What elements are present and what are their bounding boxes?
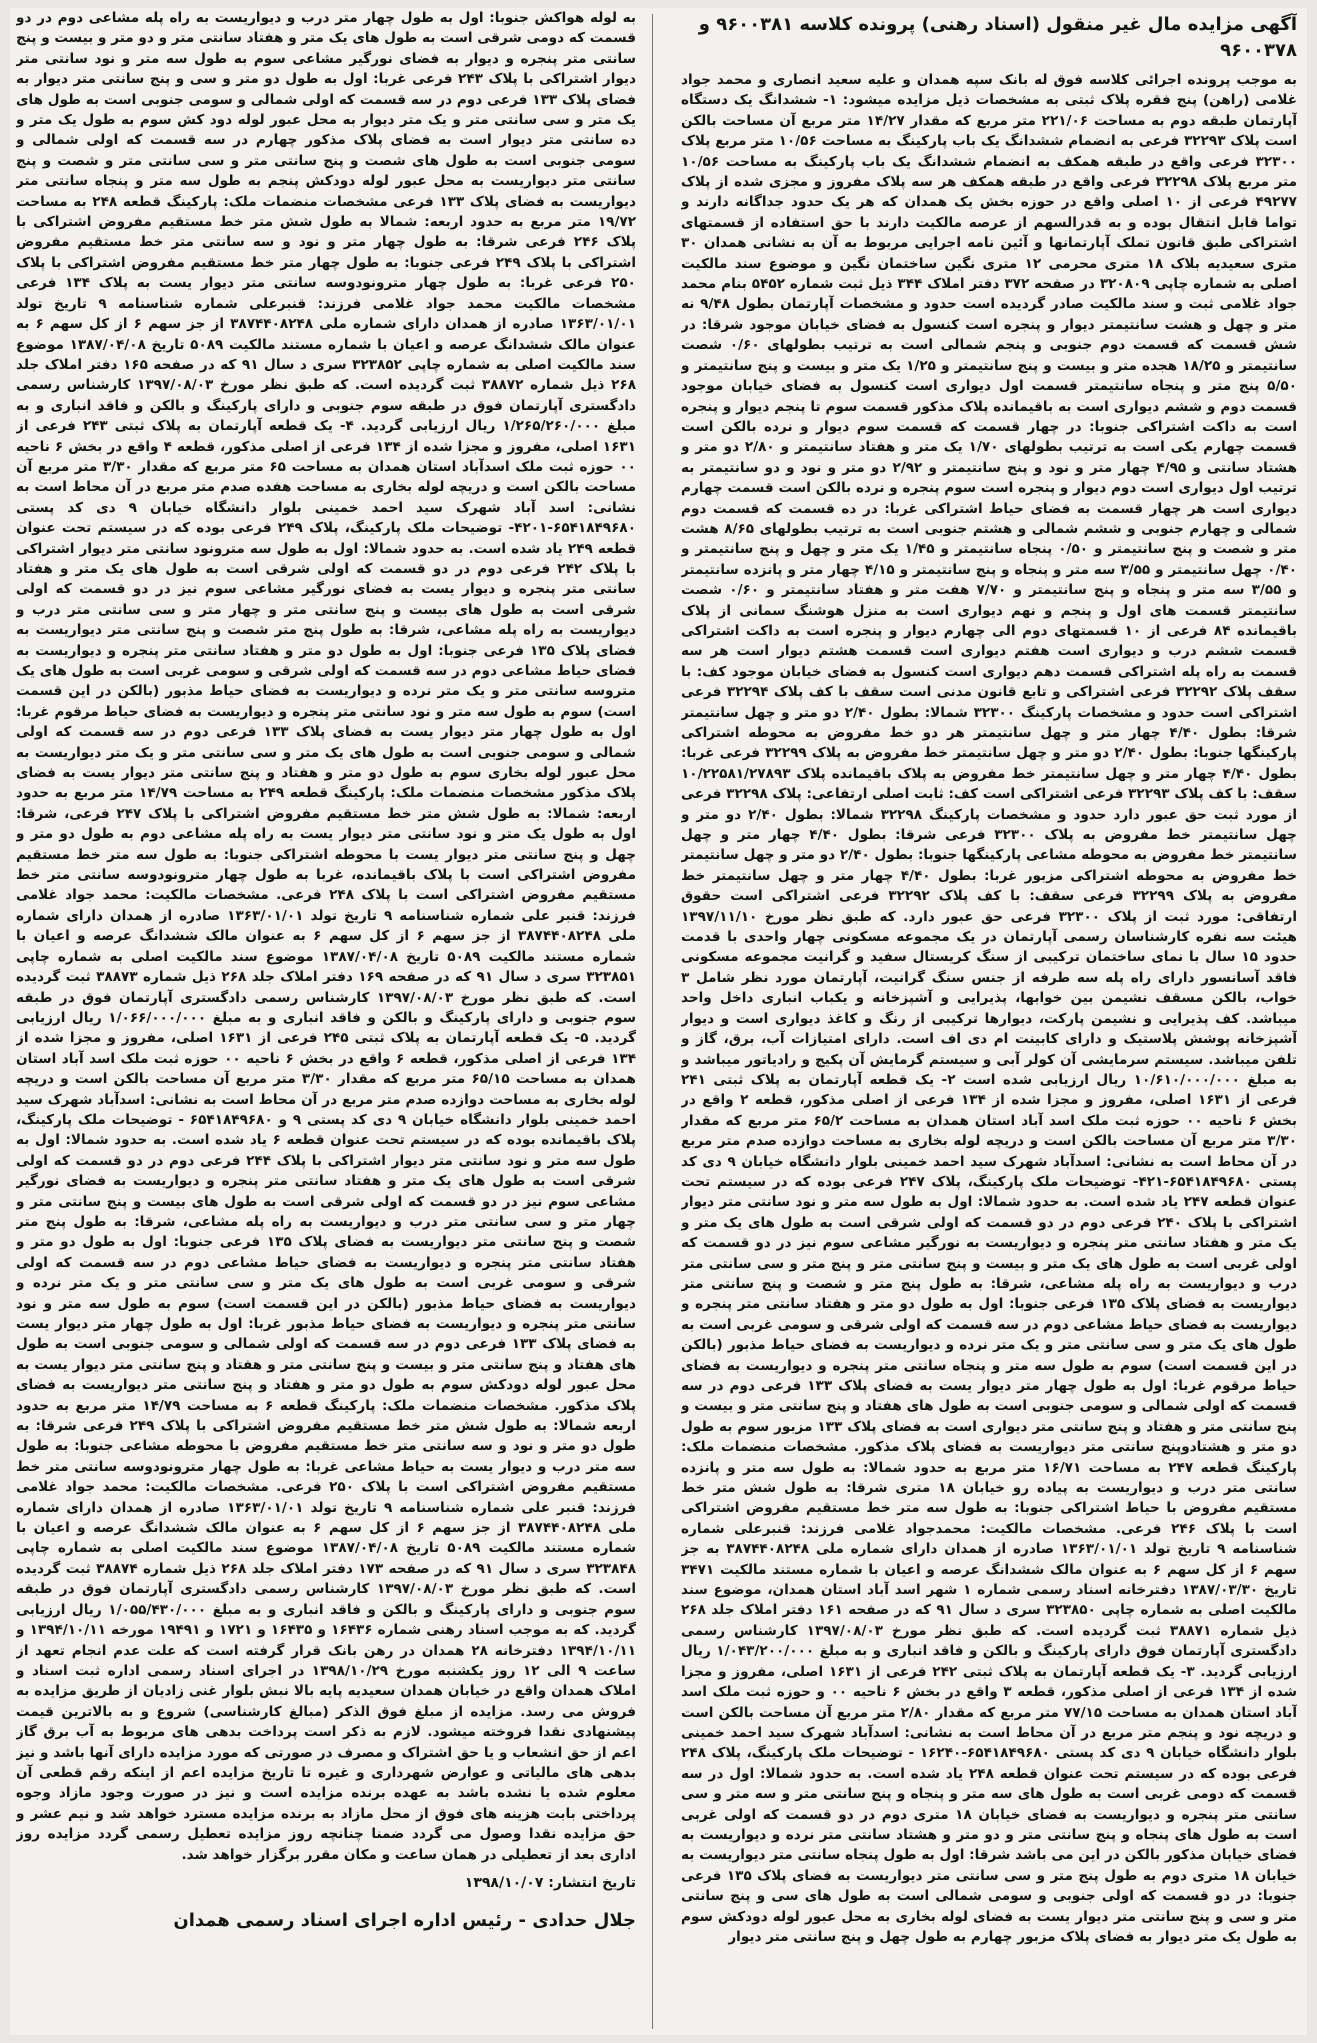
left-column <box>16 8 636 2028</box>
notice-paragraph: به لوله هواکش جنوبا: اول به طول چهار متر درب و دیواریست به راه پله مشاعی دوم در دو قسمت که دومی شرقی است به طول های یک متر و هفتاد سانتی متر و دو متر و بیست و پنج سانتی متر پنجره و دیوار به فضای نورگیر مشاعی سوم به طول سه متر و نود سانتی متر دیوار اشتراکی با پلاک ۲۴۳ فرعی غربا: اول به طول دو متر و سی و پنج سانتی متر دیوار به فضای پلاک ۱۳۳ فرعی دوم در سه قسمت که اولی شمالی و سومی جنوبی است به طول های یک متر و سی سانتی متر و یک متر دیوار به محل عبور لوله دود کش سوم به طول یک متر و ده سانتی متر دیوار است به فضای پلاک مذکور چهارم در سه قسمت که اولی شمالی و سومی جنوبی است به طول های شصت و پنج سانتی متر و سی سانتی متر و شصت و پنج سانتی متر دیواریست به محل عبور لوله دودکش پنجم به طول سه متر و پنجاه سانتی متر دیواریست به فضای پلاک ۱۳۳ فرعی مشخصات منضمات ملک: پارکینگ قطعه ۲۴۸ به مساحت ۱۹/۷۲ متر مربع به حدود اربعه: شمالا به طول شش متر خط مستقیم مفروض اشتراکی با پلاک ۲۴۶ فرعی شرقا: به طول چهار متر و نود و سه سانتی متر خط مستقیم مفروض اشتراکی با پلاک ۲۴۹ فرعی جنوبا: به طول چهار متر خط مستقیم مفروض اشتراکی با پلاک ۲۵۰ فرعی غربا: به طول چهار مترونودوسه سانتی متر دیوار یست به پلاک ۱۳۴ فرعی مشخصات مالکیت محمد جواد غلامی فرزند: قنبرعلی شماره شناسنامه ۹ تاریخ تولد ۱۳۶۳/۰۱/۰۱ صادره از همدان دارای شماره ملی ۳۸۷۴۴۰۸۲۴۸ از جز سهم ۶ از کل سهم ۶ به عنوان مالک ششدانگ عرصه و اعیان با شماره مستند مالکیت ۵۰۸۹ تاریخ ۱۳۸۷/۰۴/۰۸ موضوع سند مالکیت اصلی به شماره چاپی ۳۲۳۸۵۲ سری د سال ۹۱ که در صفحه ۱۶۵ دفتر املاک جلد ۲۶۸ ذیل شماره ۳۸۸۷۲ ثبت گردیده است. که طبق نظر مورخ ۱۳۹۷/۰۸/۰۳ کارشناس رسمی دادگستری آپارتمان فوق در طبقه سوم جنوبی و دارای پارکینگ و بالکن و فاقد انباری و به مبلغ ۱/۲۶۵/۲۶۰/۰۰۰ ریال ارزیابی گردید. ۴- یک قطعه آپارتمان به پلاک ثبتی ۲۴۳ فرعی از ۱۶۳۱ اصلی، مفروز و مجزا شده از ۱۳۴ فرعی از اصلی مذکور، قطعه ۴ واقع در بخش ۶ ناحیه ۰۰ حوزه ثبت ملک اسدآباد استان همدان به مساحت ۶۵ متر مربع که مقدار ۳/۳۰ متر مربع آن مساحت بالکن است و دریچه لوله بخاری به مساحت هفده صدم متر مربع در آن محاط است به نشانی: اسد آباد شهرک سید احمد خمینی بلوار دانشگاه خیابان ۹ دی کد پستی ۶۵۴۱۸۴۹۶۸۰-۴۲۰۱- توضیحات ملک پارکینگ، پلاک ۲۴۹ فرعی بوده که در سیستم تحت عنوان قطعه ۲۴۹ یاد شده است. به حدود شمالا: اول به طول سه مترونود سانتی متر دیوار اشتراکی با پلاک ۲۴۲ فرعی دوم در دو قسمت که اولی شرقی است به طول های یک متر و هفتاد سانتی متر پنجره و دیوار یست به فضای نورگیر مشاعی سوم نیز در دو قسمت که اولی شرقی است به طول های بیست و پنج سانتی متر و چهار متر و سی سانتی متر درب و دیواریست به راه پله مشاعی، شرقا: به طول پنج متر شصت و پنج سانتی متر دیواریست به فضای پلاک ۱۳۵ فرعی جنوبا: اول به طول دو متر و هفتاد سانتی متر پنجره و دیواریست به فضای حیاط مشاعی دوم در سه قسمت که اولی شرقی و سومی غربی است به طول های یک متروسه سانتی متر و یک متر نرده و دیواریست به فضای حیاط مذبور (بالکن در این قسمت است) سوم به طول سه متر و نود سانتی متر پنجره و دیواریست به فضای حیاط مرقوم غربا: اول به طول چهار متر دیوار یست به فضای پلاک ۱۳۳ فرعی دوم در سه قسمت که اولی شمالی و سومی جنوبی است به طول های یک متر و سی سانتی متر و یک متر دیواریست به محل عبور لوله بخاری سوم به طول دو متر و هفتاد و پنج سانتی متر دیوار یست به فضای پلاک مذکور مشخصات منضمات ملک: پارکینگ قطعه ۲۴۹ به مساحت ۱۴/۷۹ متر مربع به حدود اربعه: شمالا: به طول شش متر خط مستقیم مفروض اشتراکی با پلاک ۲۴۷ فرعی، شرقا: اول به طول یک متر و نود سانتی متر دیوار یست به راه پله مشاعی دوم به طول دو متر و چهل و پنج سانتی متر دیوار یست با محوطه اشتراکی جنوبا: به طول سه متر خط مستقیم مفروض اشتراکی است با پلاک باقیمانده، غربا به طول چهار مترونودوسه سانتی متر خط مستقیم مفروض اشتراکی است با پلاک ۲۴۸ فرعی. مشخصات مالکیت: محمد جواد غلامی فرزند: قنبر علی شماره شناسنامه ۹ تاریخ تولد ۱۳۶۳/۰۱/۰۱ صادره از همدان دارای شماره ملی ۳۸۷۴۴۰۸۲۴۸ از جز سهم ۶ از کل سهم ۶ به عنوان مالک ششدانگ عرصه و اعیان با شماره مستند مالکیت ۵۰۸۹ تاریخ ۱۳۸۷/۰۴/۰۸ موضوع سند مالکیت اصلی به شماره چاپی ۳۲۳۸۵۱ سری د سال ۹۱ که در صفحه ۱۶۹ دفتر املاک جلد ۲۶۸ ذیل شماره ۳۸۸۷۳ ثبت گردیده است. که طبق نظر مورخ ۱۳۹۷/۰۸/۰۳ کارشناس رسمی دادگستری آپارتمان فوق در طبقه سوم جنوبی و دارای پارکینگ و بالکن و فاقد انباری و به مبلغ ۱/۰۶۶/۰۰۰/۰۰۰ ریال ارزیابی گردید. ۵- یک قطعه آپارتمان به پلاک ثبتی ۲۴۵ فرعی از ۱۶۳۱ اصلی، مفروز و مجزا شده از ۱۳۴ فرعی از اصلی مذکور، قطعه ۶ واقع در بخش ۶ ناحیه ۰۰ حوزه ثبت ملک اسد آباد استان همدان به مساحت ۶۵/۱۵ متر مربع که مقدار ۳/۳۰ متر مربع آن مساحت بالکن است و دریچه لوله بخاری به مساحت دوازده صدم متر مربع در آن محاط است به نشانی: اسدآباد شهرک سید احمد خمینی بلوار دانشگاه خیابان ۹ دی کد پستی ۹ و ۶۵۴۱۸۴۹۶۸۰ - توضیحات ملک پارکینگ، پلاک باقیمانده بوده که در سیستم تحت عنوان قطعه ۶ یاد شده است. به حدود شمالا: اول به طول سه متر و نود سانتی متر دیوار اشتراکی با پلاک ۲۴۴ فرعی دوم در دو قسمت که اولی شرقی است به طول های یک متر و هفتاد سانتی متر پنجره و دیواریست به فضای نورگیر مشاعی سوم نیز در دو قسمت که اولی شرقی است به طول های بیست و پنج سانتی متر و چهار متر و سی سانتی متر درب و دیواریست به راه پله مشاعی، شرقا: به طول پنج متر شصت و پنج سانتی متر دیواریست به فضای پلاک ۱۳۵ فرعی جنوبا: اول به طول دو متر و هفتاد سانتی متر پنجره و دیواریست به فضای حیاط مشاعی دوم در سه قسمت که اولی شرقی و سومی غربی است به طول های یک متر و سی سانتی متر و یک متر نرده و دیواریست به فضای حیاط مذبور (بالکن در این قسمت است) سوم به طول سه متر و نود سانتی متر پنجره و دیواریست به فضای حیاط مذبور غربا: اول به طول چهار متر دیوار یست به فضای پلاک ۱۳۳ فرعی دوم در سه قسمت که اولی شمالی و سومی جنوبی است به طول های هفتاد و پنج سانتی متر و بیست و پنج سانتی متر و هفتاد و پنج سانتی متر دیوار یست به محل عبور لوله دودکش سوم به طول دو متر و هفتاد و پنج سانتی متر دیواریست به فضای پلاک مذکور. مشخصات منضمات ملک: پارکینگ قطعه ۶ به مساحت ۱۴/۷۹ متر مربع به حدود اربعه شمالا: به طول شش متر خط مستقیم مفروض اشتراکی با پلاک ۲۴۹ فرعی شرقا: به طول دو متر و نود و سه سانتی متر خط مستقیم مفروض با محوطه مشاعی جنوبا: به طول سه متر درب و دیوار یست به حیاط مشاعی غربا: به طول چهار مترونودوسه سانتی متر خط مستقیم مفروض اشتراکی است با پلاک ۲۵۰ فرعی. مشخصات مالکیت: محمد جواد غلامی فرزند: قنبر علی شماره شناسنامه ۹ تاریخ تولد ۱۳۶۳/۰۱/۰۱ صادره از همدان دارای شماره ملی ۳۸۷۴۴۰۸۲۴۸ از جز سهم ۶ از کل سهم ۶ به عنوان مالک ششدانگ عرصه و اعیان با شماره مستند مالکیت ۵۰۸۹ تاریخ ۱۳۸۷/۰۴/۰۸ موضوع سند مالکیت اصلی به شماره چاپی ۳۲۳۸۴۸ سری د سال ۹۱ که در صفحه ۱۷۳ دفتر املاک جلد ۲۶۸ ذیل شماره ۳۸۸۷۴ ثبت گردیده است. که طبق نظر مورخ ۱۳۹۷/۰۸/۰۳ کارشناس رسمی دادگستری آپارتمان فوق در طبقه سوم جنوبی و دارای پارکینگ و بالکن و فاقد انباری و به مبلغ ۱/۰۵۵/۴۳۰/۰۰۰ ریال ارزیابی گردید. که به موجب اسناد رهنی شماره ۱۶۴۳۶ و ۱۶۴۳۵ و ۱۷۲۱ و ۱۹۴۹۱ مورخه ۱۳۹۴/۱۰/۱۱ و ۱۳۹۴/۱۰/۱۱ دفترخانه ۲۸ همدان در رهن بانک قرار گرفته است که علت عدم انجام تعهد از ساعت ۹ الی ۱۲ روز یکشنبه مورخ ۱۳۹۸/۱۰/۲۹ در اجرای اسناد رسمی اداره ثبت اسناد و املاک همدان واقع در خیابان همدان سعیدیه پایه بالا نبش بلوار غنی زادیان از طریق مزایده به فروش می رسد. مزایده از مبلغ فوق الذکر (مبالغ کارشناسی) شروع و به بالاترین قیمت پیشنهادی نقدا فروخته میشود. لازم به ذکر است پرداخت بدهی های مربوط به آب برق گاز اعم از حق انشعاب و یا حق اشتراک و مصرف در صورتی که مورد مزایده دارای آنها باشد و نیز بدهی های مالیاتی و عوارض شهرداری و غیره تا تاریخ مزایده اعم از اینکه رقم قطعی آن معلوم شده یا نشده باشد به عهده برنده مزایده است و نیز در صورت وجود مازاد وجوه پرداختی بابت هزینه های فوق از محل مازاد به برنده مزایده مسترد خواهد شد و نیم عشر و حق مزایده نقدا وصول می گردد ضمنا چنانچه روز مزایده تعطیل رسمی گردد مزایده روز اداری بعد از تعطیلی در همان ساعت و مکان مقرر برگزار خواهد شد. <box>16 10 636 1863</box>
right-column <box>681 8 1297 2028</box>
signature-line: جلال حدادی - رئیس اداره اجرای اسناد رسمی همدان <box>173 1910 636 1932</box>
auction-notice-title: آگهی مزایده مال غیر منقول (اسناد رهنی) پرونده کلاسه ۹۶۰۰۳۸۱ و ۹۶۰۰۳۷۸ <box>698 14 1297 61</box>
notice-paragraph: به موجب پرونده اجرائی کلاسه فوق له بانک سپه همدان و علیه سعید انصاری و محمد جواد غلامی (راهن) پنج فقره پلاک ثبتی به مشخصات ذیل مزایده میشود: ۱- ششدانگ یک دستگاه آپارتمان طبقه دوم به مساحت ۲۲۱/۰۶ متر مربع که مقدار ۱۴/۲۷ متر مربع آن مساحت بالکن است پلاک ۳۲۲۹۳ فرعی به انضمام ششدانگ یک باب پارکینگ به مساحت ۱۰/۵۶ متر مربع پلاک ۳۲۳۰۰ فرعی واقع در طبقه همکف به انضمام ششدانگ یک باب پارکینگ به مساحت ۱۰/۵۶ متر مربع پلاک ۳۲۲۹۸ فرعی واقع در طبقه همکف هر سه پلاک مفروز و مجزی شده از پلاک ۴۹۲۷۷ فرعی از ۱۰ اصلی واقع در حوزه بخش یک همدان که هر یک حدود جداگانه دارند و تواما قابل انتقال بوده و به قدرالسهم از عرصه مالکیت دارند با حق استفاده از قسمتهای اشتراکی طبق قانون تملک آپارتمانها و آئین نامه اجرایی مربوط به آن به نشانی همدان ۳۰ متری سعیدیه بلاک ۱۸ متری محرمی ۱۲ متری نگین ساختمان نگین و موضوع سند مالکیت اصلی به شماره چاپی ۳۲۰۸۰۹ در صفحه ۳۷۲ دفتر املاک ۳۴۴ ذیل ثبت شماره ۵۴۵۲ بنام محمد جواد غلامی ثبت و سند مالکیت صادر گردیده است حدود و مشخصات آپارتمان بطول ۹/۴۸ نه متر و چهل و هشت سانتیمتر دیوار و پنجره است کنسول به فضای خیابان موجود شرقا: در شش قسمت که قسمت دوم جنوبی و پنجم شمالی است به ترتیب بطولهای ۰/۶۰ شصت سانتیمتر و ۱۸/۲۵ هجده متر و بیست و پنج سانتیمتر و ۱/۲۵ یک متر و بیست و پنج سانتیمتر و ۵/۵۰ پنج متر و پنجاه سانتیمتر قسمت اول دیواری است کنسول به فضای خیابان موجود قسمت دوم و ششم دیواری است به باقیمانده پلاک مذکور قسمت سوم تا پنجم دیوار و پنجره است به داکت اشتراکی جنوبا: در چهار قسمت که قسمت سوم دیوار و نرده بالکن است قسمت چهارم یکی است به ترتیب بطولهای ۱/۷۰ یک متر و هفتاد سانتیمتر و ۲/۸۰ دو متر و هشتاد سانتی و ۴/۹۵ چهار متر و نود و پنج سانتیمتر و ۲/۹۲ دو متر و نود و دو سانتیمتر به ترتیب اول دیواری است دوم دیوار و پنجره است سوم پنجره و نرده بالکن است قسمت چهارم دیواری است هر چهار قسمت به فضای حیاط اشتراکی غربا: در ده قسمت که قسمت دوم شمالی و چهارم جنوبی و ششم شمالی و هشتم جنوبی است به ترتیب بطولهای ۸/۶۵ هشت متر و شصت و پنج سانتیمتر و ۰/۵۰ پنجاه سانتیمتر و ۱/۴۵ یک متر و چهل و پنج سانتیمتر و ۰/۴۰ چهل سانتیمتر و ۳/۵۵ سه متر و پنجاه و پنج سانتیمتر و ۴/۱۵ چهار متر و پانزده سانتیمتر و ۳/۵۵ سه متر و پنجاه و پنج سانتیمتر و ۷/۷۰ هفت متر و هفتاد سانتیمتر و ۰/۶۰ شصت سانتیمتر قسمت های اول و پنجم و نهم دیواری است به منزل هوشنگ سمانی از پلاک باقیمانده ۸۴ فرعی از ۱۰ قسمتهای دوم الی چهارم دیوار و پنجره است به داکت اشتراکی قسمت ششم درب و دیواری است هفتم دیواری است قسمت هشتم دیوار است هر سه قسمت به راه پله اشتراکی قسمت دهم دیواری است کنسول به فضای خیابان موجود کف: با سقف پلاک ۳۲۲۹۲ فرعی اشتراکی و تابع قانون مدنی است سقف با کف پلاک ۳۲۲۹۴ فرعی اشتراکی است حدود و مشخصات پارکینگ ۳۲۳۰۰ شمالا: بطول ۲/۴۰ دو متر و چهل سانتیمتر شرقا: بطول ۴/۴۰ چهار متر و چهل سانتیمتر هر دو خط مفروض به محوطه اشتراکی پارکینگها جنوبا: بطول ۲/۴۰ دو متر و چهل سانتیمتر خط مفروض به پلاک ۳۲۲۹۹ فرعی غربا: بطول ۴/۴۰ چهار متر و چهل سانتیمتر خط مفروض به پلاک باقیمانده پلاک ۱۰/۲۲۵۸۱/۲۷۸۹۳ سقف: با کف پلاک ۳۲۲۹۳ فرعی اشتراکی است کف: ثابت اصلی ارتفاعی: پلاک ۳۲۲۹۸ فرعی از مورد ثبت حق عبور دارد حدود و مشخصات پارکینگ ۳۲۲۹۸ شمالا: بطول ۲/۴۰ دو متر و چهل سانتیمتر خط مفروض به پلاک ۳۲۳۰۰ فرعی شرقا: بطول ۴/۴۰ چهار متر و چهل سانتیمتر خط مفروض به محوطه مشاعی پارکینگها جنوبا: بطول ۲/۴۰ دو متر و چهل سانتیمتر خط مفروض به محوطه اشتراکی مزبور غربا: بطول ۴/۴۰ چهار متر و چهل سانتیمتر خط مفروض به پلاک ۳۲۲۹۹ فرعی سقف: با کف پلاک ۳۲۲۹۲ فرعی اشتراکی است حقوق ارتفاقی: مورد ثبت از پلاک ۳۲۳۰۰ فرعی حق عبور دارد. که طبق نظر مورخ ۱۳۹۷/۱۱/۱۰ هیئت سه نفره کارشناسان رسمی آپارتمان در یک مجموعه مسکونی چهار واحدی با قدمت حدود ۱۵ سال با نمای ساختمان ترکیبی از سنگ کریستال سفید و گرانیت مجموعه مسکونی فاقد آسانسور دارای راه پله سه طرفه از جنس سنگ گرانیت، آپارتمان مورد نظر شامل ۳ خواب، بالکن مسقف نشیمن بین خوابها، پذیرایی و آشپزخانه و یکباب انباری داخل واحد میباشد. کف پذیرایی و نشیمن پارکت، دیوارها ترکیبی از رنگ و کاغذ دیواری است و دیوار آشپزخانه پوشش پلاستیک و دارای کابینت ام دی اف است. دارای امتیازات آب، برق، گاز و تلفن میباشد. سیستم سرمایشی آن کولر آبی و سیستم گرمایش آن پکیج و رادیاتور میباشد و به مبلغ ۱۰/۶۱۰/۰۰۰/۰۰۰ ریال ارزیابی شده است ۲- یک قطعه آپارتمان به پلاک ثبتی ۲۴۱ فرعی از ۱۶۳۱ اصلی، مفروز و مجزا شده از ۱۳۴ فرعی از اصلی مذکور، قطعه ۲ واقع در بخش ۶ ناحیه ۰۰ حوزه ثبت ملک اسد آباد استان همدان به مساحت ۶۵/۲ متر مربع که مقدار ۳/۳۰ متر مربع آن مساحت بالکن است و دریچه لوله بخاری به مساحت دوازده صدم متر مربع در آن محاط است به نشانی: اسدآباد شهرک سید احمد خمینی بلوار دانشگاه خیابان ۹ دی کد پستی ۶۵۴۱۸۴۹۶۸۰-۴۲۱- توضیحات ملک پارکینگ، پلاک ۲۴۷ فرعی بوده که در سیستم تحت عنوان قطعه ۲۴۷ یاد شده است. به حدود شمالا: اول به طول سه متر و نود سانتی متر دیوار اشتراکی با پلاک ۲۴۰ فرعی دوم در دو قسمت که اولی شرقی است به طول های یک متر و یک متر و هفتاد سانتی متر پنجره و دیواریست به نورگیر مشاعی سوم نیز در دو قسمت که اولی غربی است به طول های یک متر و بیست و پنج سانتی متر و پنج متر و سی سانتی متر درب و دیواریست به راه پله مشاعی، شرقا: به طول پنج متر و شصت و پنج سانتی متر دیواریست به فضای پلاک ۱۳۵ فرعی جنوبا: اول به طول دو متر و هفتاد سانتی متر پنجره و دیواریست به فضای حیاط مشاعی دوم در سه قسمت که اولی شرقی و سومی غربی است به طول های یک متر و سی سانتی متر و یک متر نرده و دیواریست به فضای حیاط مذبور (بالکن در این قسمت است) سوم به طول سه متر و پنجاه سانتی متر پنجره و دیواریست به فضای حیاط مرقوم غربا: اول به طول چهار متر دیوار یست به فضای پلاک ۱۳۳ فرعی دوم در سه قسمت که اولی شمالی و سومی جنوبی است به طول های هفتاد و پنج سانتی متر و بیست و پنج سانتی متر و هفتاد و پنج سانتی متر دیواری است به فضای پلاک ۱۳۳ مزبور سوم به طول دو متر و هشتادوپنج سانتی متر دیواریست به فضای پلاک مذکور. مشخصات منضمات ملک: پارکینگ قطعه ۲۴۷ به مساحت ۱۶/۷۱ متر مربع به حدود شمالا: به طول سه متر و پانزده سانتی متر درب و دیواریست به پیاده رو خیابان ۱۸ متری شرقا: به طول شش متر خط مستقیم مفروض با حیاط اشتراکی جنوبا: به طول سه متر خط مستقیم مفروض اشتراکی است با پلاک ۲۴۶ فرعی. مشخصات مالکیت: محمدجواد غلامی فرزند: قنبرعلی شماره شناسنامه ۹ تاریخ تولد ۱۳۶۳/۰۱/۰۱ صادره از همدان دارای شماره ملی ۳۸۷۴۴۰۸۲۴۸ به جز سهم ۶ از کل سهم ۶ به عنوان مالک ششدانگ عرصه و اعیان با شماره مستند مالکیت ۳۴۷۱ تاریخ ۱۳۸۷/۰۳/۳۰ دفترخانه اسناد رسمی شماره ۱ شهر اسد آباد استان همدان، موضوع سند مالکیت اصلی به شماره چاپی ۳۲۳۸۵۰ سری د سال ۹۱ که در صفحه ۱۶۱ دفتر املاک جلد ۲۶۸ ذیل شماره ۳۸۸۷۱ ثبت گردیده است. که طبق نظر مورخ ۱۳۹۷/۰۸/۰۳ کارشناس رسمی دادگستری آپارتمان فوق دارای پارکینگ و بالکن و فاقد انباری و به مبلغ ۱/۰۴۳/۲۰۰/۰۰۰ ریال ارزیابی گردید. ۳- یک قطعه آپارتمان به پلاک ثبتی ۲۴۲ فرعی از ۱۶۳۱ اصلی، مفروز و مجزا شده از ۱۳۴ فرعی از اصلی مذکور، قطعه ۳ واقع در بخش ۶ ناحیه ۰۰ و حوزه ثبت ملک اسد آباد استان همدان به مساحت ۷۷/۱۵ متر مربع که مقدار ۲/۸۰ متر مربع آن مساحت بالکن است و دریچه نود و پنجم متر مربع در آن محاط است به نشانی: اسدآباد شهرک سید احمد خمینی بلوار دانشگاه خیابان ۹ دی کد پستی ۶۵۴۱۸۴۹۶۸۰-۱۶۲۴۰ - توضیحات ملک پارکینگ، پلاک ۲۴۸ فرعی بوده که در سیستم تحت عنوان قطعه ۲۴۸ یاد شده است. به حدود شمالا: اول در سه قسمت که دومی غربی است به طول های سه متر و پنجاه و پنج سانتی متر و سه متر و سی سانتی متر پنجره و دیواریست به فضای خیابان ۱۸ متری دوم در دو قسمت که اولی غربی است به طول های پنجاه و پنج سانتی متر و دو متر و هشتاد سانتی متر نرده و دیواریست به فضای خیابان مذکور بالکن در این می باشد شرقا: اول به طول پنجاه سانتی متر دیواریست به خیابان ۱۸ متری دوم به طول پنج متر و سی سانتی متر دیواریست به فضای پلاک ۱۳۵ فرعی جنوبا: در دو قسمت که اولی جنوبی و سومی شمالی است به طول های سی و پنج سانتی متر و سی و پنج سانتی متر دیوار یست به فضای لوله بخاری به محل عبور لوله دودکش سوم به طول یک متر دیوار به فضای پلاک مزبور چهارم به طول چهل و پنج سانتی متر دیوار <box>681 72 1297 1945</box>
publish-date: تاریخ انتشار: ۱۳۹۸/۱۰/۰۷ <box>464 1874 636 1891</box>
column-divider <box>652 14 653 2029</box>
newspaper-page <box>10 8 1307 2035</box>
